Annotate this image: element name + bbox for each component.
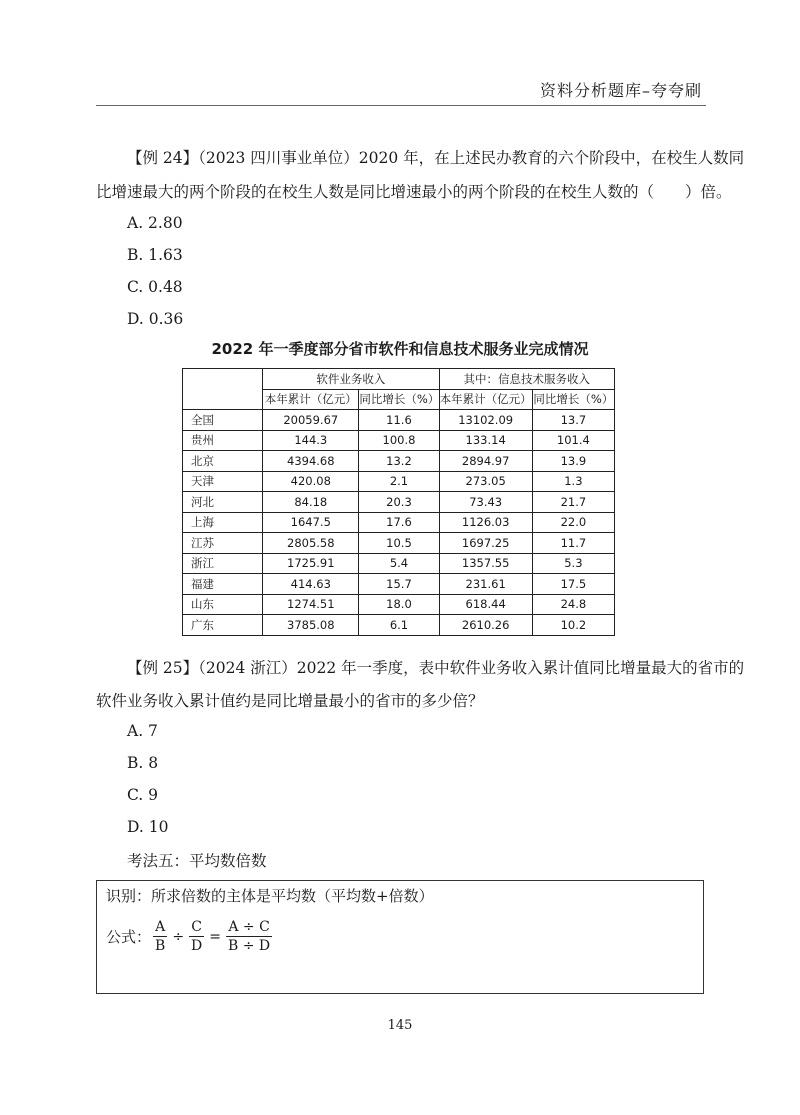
cell-value: 13.7 [532,410,614,431]
equals-operator: = [209,928,222,945]
cell-value: 4394.68 [263,451,359,472]
example24-line1: 【例 24】（2023 四川事业单位）2020 年，在上述民办教育的六个阶段中，在校生人数同 [127,149,745,167]
table-row [183,451,615,472]
cell-value: 13.2 [359,451,439,472]
cell-value: 13.9 [532,451,614,472]
table-corner-cell [183,369,263,410]
cell-value: 24.8 [532,594,614,615]
example24-line2: 比增速最大的两个阶段的在校生人数是同比增速最小的两个阶段的在校生人数的（ ）倍。 [96,183,732,201]
example24-option-c: C. 0.48 [127,278,183,296]
cell-value: 2805.58 [263,533,359,554]
cell-value: 1647.5 [263,512,359,533]
cell-value: 5.4 [359,553,439,574]
cell-value: 420.08 [263,471,359,492]
cell-value: 100.8 [359,430,439,451]
sub-header-growth: 同比增长（%） [532,389,614,410]
example25-option-b: B. 8 [127,754,159,772]
page-number: 145 [387,1018,413,1033]
row-name: 河北 [183,492,263,513]
table-row [183,615,615,636]
formula-label: 公式： [106,928,152,946]
cell-value: 101.4 [532,430,614,451]
table-row [183,430,615,451]
row-name: 江苏 [183,533,263,554]
fraction-denominator: B ÷ D [228,938,271,954]
example25-option-c: C. 9 [127,786,159,804]
row-name: 福建 [183,574,263,595]
cell-value: 133.14 [439,430,532,451]
formula [106,918,274,955]
row-name: 上海 [183,512,263,533]
section-title: 考法五：平均数倍数 [127,852,267,870]
fraction-denominator: B [155,938,166,954]
cell-value: 1126.03 [439,512,532,533]
header-title: 资料分析题库–夸夸刷 [539,81,702,100]
cell-value: 2610.26 [439,615,532,636]
example25-line1: 【例 25】（2024 浙江）2022 年一季度，表中软件业务收入累计值同比增量最大的省市的 [127,659,745,677]
example24-option-d: D. 0.36 [127,310,184,328]
row-name: 天津 [183,471,263,492]
cell-value: 18.0 [359,594,439,615]
cell-value: 5.3 [532,553,614,574]
row-name: 广东 [183,615,263,636]
identify-text: 识别：所求倍数的主体是平均数（平均数+倍数） [106,887,434,905]
table-row [183,594,615,615]
example25-option-d: D. 10 [127,818,169,836]
fraction-numerator: A ÷ C [228,919,270,935]
cell-value: 2894.97 [439,451,532,472]
header-divider [96,105,706,106]
cell-value: 20059.67 [263,410,359,431]
cell-value: 1274.51 [263,594,359,615]
cell-value: 73.43 [439,492,532,513]
cell-value: 3785.08 [263,615,359,636]
row-name: 全国 [183,410,263,431]
cell-value: 6.1 [359,615,439,636]
row-name: 浙江 [183,553,263,574]
cell-value: 231.61 [439,574,532,595]
fraction-a-over-b [153,918,167,955]
sub-header-cumulative: 本年累计（亿元） [439,389,532,410]
fraction-c-over-d [189,918,204,955]
group-header-it-service: 其中：信息技术服务收入 [439,369,614,390]
cell-value: 10.5 [359,533,439,554]
cell-value: 13102.09 [439,410,532,431]
cell-value: 618.44 [439,594,532,615]
divide-operator: ÷ [172,928,185,945]
fraction-result [226,918,272,955]
cell-value: 17.5 [532,574,614,595]
row-name: 贵州 [183,430,263,451]
example24-option-b: B. 1.63 [127,246,183,264]
cell-value: 10.2 [532,615,614,636]
sub-header-growth: 同比增长（%） [359,389,439,410]
cell-value: 1357.55 [439,553,532,574]
cell-value: 84.18 [263,492,359,513]
example25-option-a: A. 7 [127,722,158,740]
cell-value: 11.6 [359,410,439,431]
example24-option-a: A. 2.80 [127,214,183,232]
cell-value: 1.3 [532,471,614,492]
example25-line2: 软件业务收入累计值约是同比增量最小的省市的多少倍？ [96,692,484,710]
row-name: 山东 [183,594,263,615]
sub-header-cumulative: 本年累计（亿元） [263,389,359,410]
cell-value: 144.3 [263,430,359,451]
row-name: 北京 [183,451,263,472]
data-table [182,368,615,636]
cell-value: 414.63 [263,574,359,595]
fraction-numerator: A [155,919,166,935]
cell-value: 11.7 [532,533,614,554]
cell-value: 15.7 [359,574,439,595]
cell-value: 17.6 [359,512,439,533]
cell-value: 21.7 [532,492,614,513]
cell-value: 22.0 [532,512,614,533]
table-row [183,492,615,513]
cell-value: 20.3 [359,492,439,513]
cell-value: 2.1 [359,471,439,492]
table-row [183,533,615,554]
fraction-denominator: D [191,938,203,954]
group-header-software: 软件业务收入 [263,369,439,390]
table-row [183,574,615,595]
table-row [183,410,615,431]
cell-value: 273.05 [439,471,532,492]
table-title: 2022 年一季度部分省市软件和信息技术服务业完成情况 [211,340,589,358]
table-row [183,553,615,574]
cell-value: 1725.91 [263,553,359,574]
table-row [183,471,615,492]
fraction-numerator: C [191,919,203,935]
cell-value: 1697.25 [439,533,532,554]
table-row [183,512,615,533]
